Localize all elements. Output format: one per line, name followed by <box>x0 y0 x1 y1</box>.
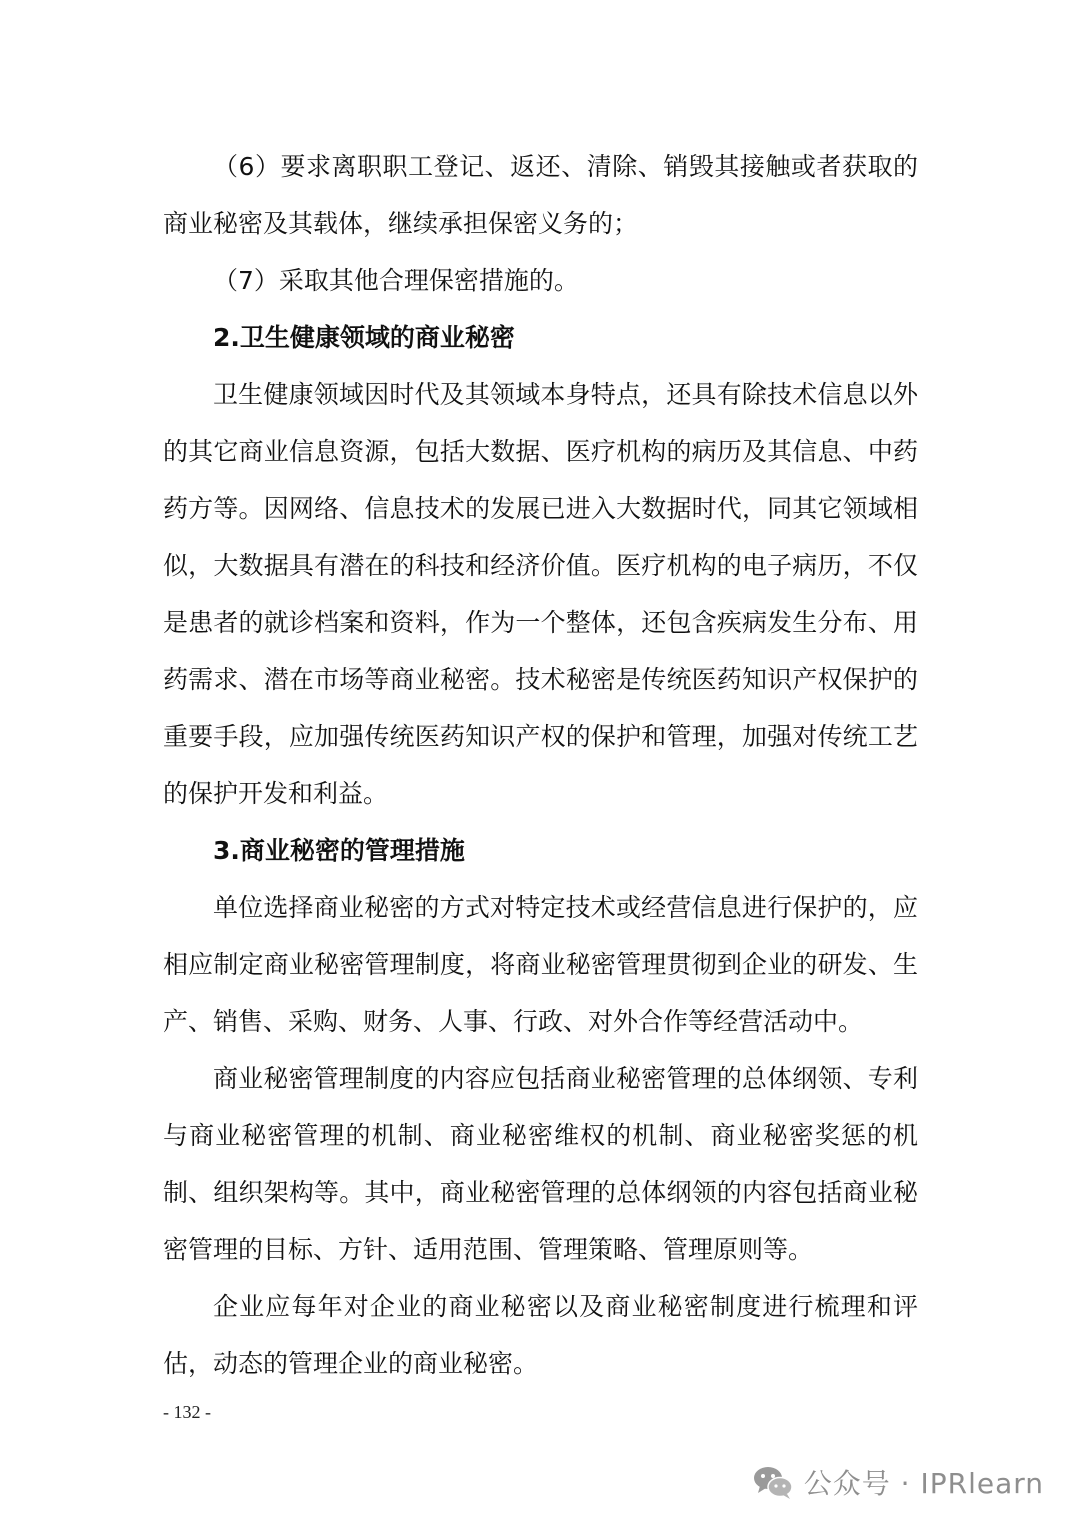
paragraph-annual-review: 企业应每年对企业的商业秘密以及商业秘密制度进行梳理和评估，动态的管理企业的商业秘密。 <box>163 1292 918 1378</box>
list-item-7: （7）采取其他合理保密措施的。 <box>213 266 579 295</box>
page-number: - 132 - <box>163 1402 211 1422</box>
section-heading-3: 3.商业秘密的管理措施 <box>213 836 465 865</box>
wechat-icon <box>752 1464 794 1500</box>
watermark <box>752 1460 1044 1504</box>
paragraph-health-trade-secrets: 卫生健康领域因时代及其领域本身特点，还具有除技术信息以外的其它商业信息资源，包括大数据、医疗机构的病历及其信息、中药药方等。因网络、信息技术的发展已进入大数据时代，同其它领域相似，大数据具有潜在的科技和经济价值。医疗机构的电子病历，不仅是患者的就诊档案和资料，作为一个整体，还包含疾病发生分布、用药需求、潜在市场等商业秘密。技术秘密是传统医药知识产权保护的重要手段，应加强传统医药知识产权的保护和管理，加强对传统工艺的保护开发和利益。 <box>163 380 918 808</box>
list-item-6: （6）要求离职职工登记、返还、清除、销毁其接触或者获取的商业秘密及其载体，继续承担保密义务的； <box>163 152 918 238</box>
watermark-text: 公众号 · IPRlearn <box>803 1467 1044 1500</box>
section-heading-2: 2.卫生健康领域的商业秘密 <box>213 323 515 352</box>
document-body <box>163 138 918 1392</box>
paragraph-management-system: 单位选择商业秘密的方式对特定技术或经营信息进行保护的，应相应制定商业秘密管理制度，将商业秘密管理贯彻到企业的研发、生产、销售、采购、财务、人事、行政、对外合作等经营活动中。 <box>163 893 918 1036</box>
paragraph-management-content: 商业秘密管理制度的内容应包括商业秘密管理的总体纲领、专利与商业秘密管理的机制、商业秘密维权的机制、商业秘密奖惩的机制、组织架构等。其中，商业秘密管理的总体纲领的内容包括商业秘密管理的目标、方针、适用范围、管理策略、管理原则等。 <box>163 1064 918 1264</box>
